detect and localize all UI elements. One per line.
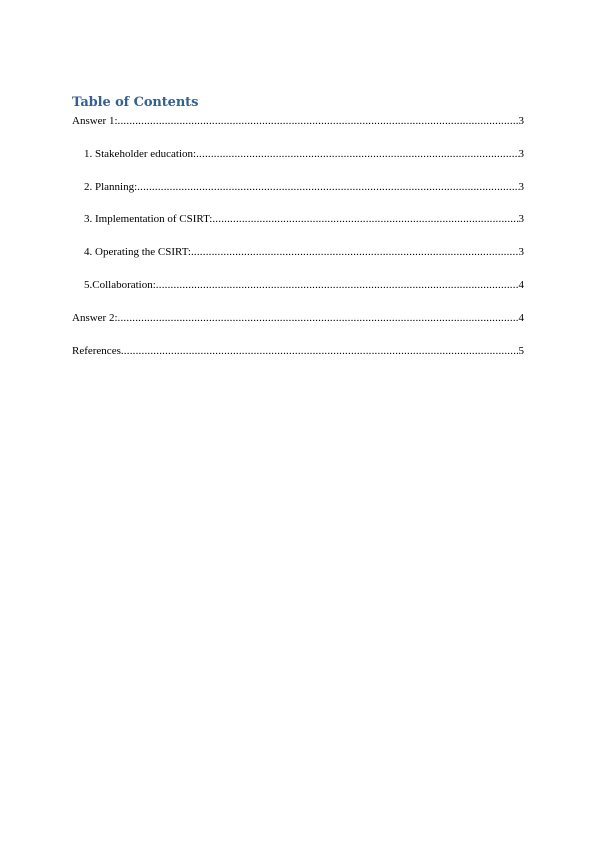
toc-dot-leader	[212, 212, 518, 227]
toc-page-number: 3	[518, 180, 524, 193]
toc-dot-leader	[118, 311, 519, 326]
toc-entry-collaboration[interactable]	[72, 278, 524, 293]
toc-page-number: 3	[518, 147, 524, 160]
toc-page-number: 3	[518, 246, 524, 259]
toc-dot-leader	[156, 278, 519, 293]
toc-page-number: 3	[518, 115, 524, 127]
toc-entry-implementation-csirt[interactable]	[72, 212, 524, 227]
toc-page-number: 4	[518, 278, 524, 291]
toc-dot-leader	[121, 344, 519, 359]
toc-entry-stakeholder-education[interactable]	[72, 147, 524, 162]
toc-entry-answer-1[interactable]	[72, 114, 524, 129]
toc-page-number: 5	[518, 344, 524, 357]
toc-page-number: 4	[518, 311, 524, 324]
toc-entry-label: 5.Collaboration:	[84, 278, 156, 291]
toc-page-number: 3	[518, 213, 524, 226]
toc-dot-leader	[137, 180, 518, 195]
toc-entry-label: 1. Stakeholder education:	[84, 147, 197, 160]
toc-entry-label: Answer 2:	[72, 311, 118, 324]
toc-entry-references[interactable]	[72, 344, 524, 359]
toc-entry-label: Answer 1:	[72, 115, 118, 127]
toc-entry-label: 3. Implementation of CSIRT:	[84, 213, 213, 226]
toc-dot-leader	[191, 245, 519, 260]
toc-list	[72, 114, 524, 359]
toc-entry-planning[interactable]	[72, 180, 524, 195]
toc-dot-leader	[196, 147, 518, 162]
toc-entry-label: 4. Operating the CSIRT:	[84, 246, 191, 259]
toc-entry-operating-csirt[interactable]	[72, 245, 524, 260]
toc-entry-label: References	[72, 344, 121, 357]
toc-title: Table of Contents	[72, 95, 199, 110]
toc-entry-answer-2[interactable]	[72, 311, 524, 326]
toc-entry-label: 2. Planning:	[84, 180, 138, 193]
toc-dot-leader	[118, 114, 519, 129]
